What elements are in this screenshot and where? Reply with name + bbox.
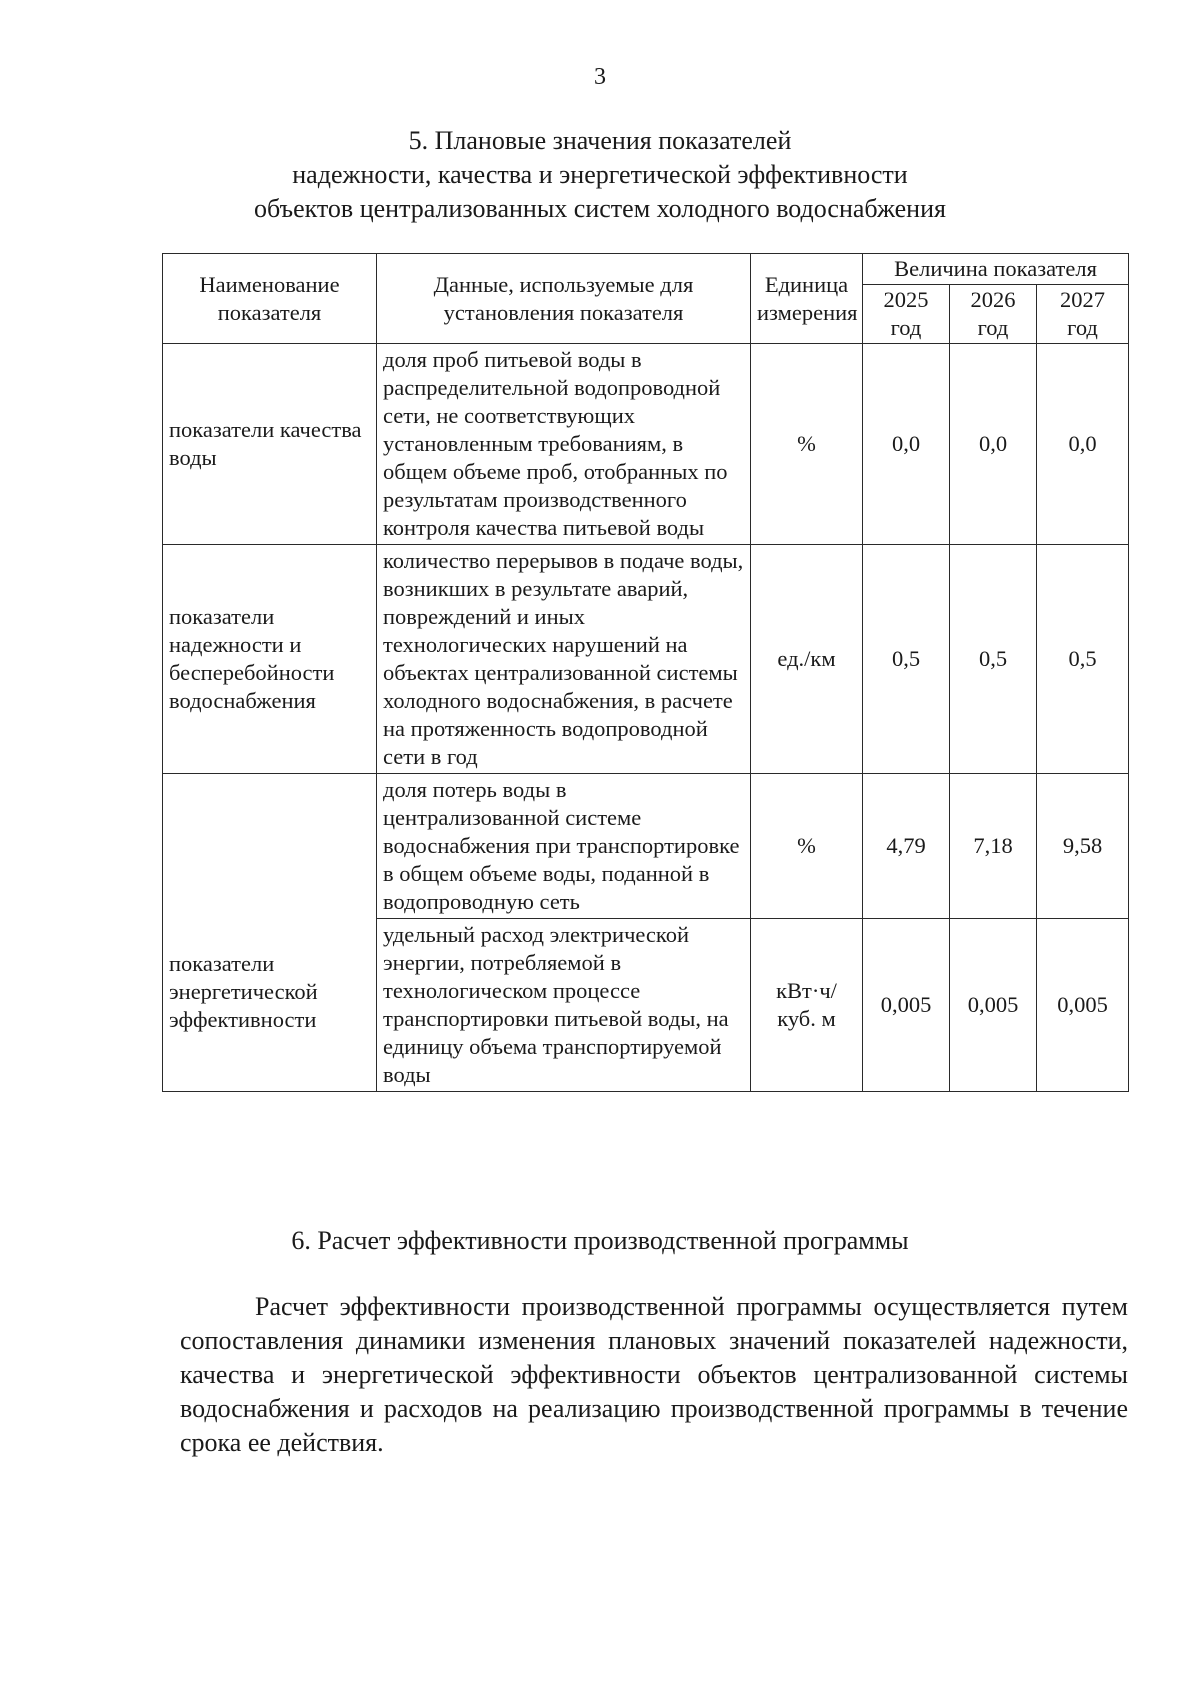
value-2026-cell: 0,5 <box>950 545 1037 774</box>
section-5-title-line-2: надежности, качества и энергетической эффективности <box>292 160 908 189</box>
indicator-name-cell: показатели качества воды <box>163 344 377 545</box>
value-2026-cell: 7,18 <box>950 774 1037 919</box>
table-row <box>163 774 1129 919</box>
indicator-data-cell: доля потерь воды в централизованной системе водоснабжения при транспортировке в общем объеме воды, поданной в водопроводную сеть <box>377 774 751 919</box>
section-5-title <box>0 124 1200 226</box>
value-2026-cell: 0,0 <box>950 344 1037 545</box>
indicator-unit-cell: % <box>751 774 863 919</box>
value-2027-cell: 0,0 <box>1037 344 1129 545</box>
value-2025-cell: 0,005 <box>863 919 950 1092</box>
value-2025-cell: 0,0 <box>863 344 950 545</box>
table-row <box>163 545 1129 774</box>
header-indicator-name: Наименование показателя <box>163 254 377 344</box>
section-5-title-line-1: 5. Плановые значения показателей <box>408 126 792 155</box>
indicators-table <box>162 253 1129 1092</box>
section-5-title-line-3: объектов централизованных систем холодного водоснабжения <box>254 194 946 223</box>
header-year-2026: 2026 год <box>950 285 1037 344</box>
header-unit: Единица измерения <box>751 254 863 344</box>
indicator-name-cell: показатели энергетической эффективности <box>163 774 377 1092</box>
header-year-2025: 2025 год <box>863 285 950 344</box>
value-2027-cell: 0,5 <box>1037 545 1129 774</box>
value-2026-cell: 0,005 <box>950 919 1037 1092</box>
value-2025-cell: 4,79 <box>863 774 950 919</box>
indicator-unit-cell: кВт·ч/ куб. м <box>751 919 863 1092</box>
header-data-used: Данные, используемые для установления показателя <box>377 254 751 344</box>
page-number: 3 <box>594 64 606 90</box>
table-header-row <box>163 254 1129 285</box>
value-2025-cell: 0,5 <box>863 545 950 774</box>
indicator-unit-cell: ед./км <box>751 545 863 774</box>
indicator-name-cell: показатели надежности и бесперебойности водоснабжения <box>163 545 377 774</box>
indicator-data-cell: удельный расход электрической энергии, потребляемой в технологическом процессе транспортировки питьевой воды, на единицу объема транспортируемой воды <box>377 919 751 1092</box>
indicator-unit-cell: % <box>751 344 863 545</box>
indicator-data-cell: количество перерывов в подаче воды, возникших в результате аварий, повреждений и иных технологических нарушений на объектах централизованной системы холодного водоснабжения, в расчете на протяженность водопроводной сети в год <box>377 545 751 774</box>
section-6-paragraph: Расчет эффективности производственной программы осуществляется путем сопоставления динамики изменения плановых значений показателей надежности, качества и энергетической эффективности объектов централизованной системы водоснабжения и расходов на реализацию производственной программы в течение срока ее действия. <box>180 1292 1128 1457</box>
section-6-title: 6. Расчет эффективности производственной программы <box>291 1226 909 1255</box>
header-year-2027: 2027 год <box>1037 285 1129 344</box>
value-2027-cell: 9,58 <box>1037 774 1129 919</box>
header-value-group: Величина показателя <box>863 254 1129 285</box>
table-row <box>163 344 1129 545</box>
indicator-data-cell: доля проб питьевой воды в распределительной водопроводной сети, не соответствующих установленным требованиям, в общем объеме проб, отобранных по результатам производственного контроля качества питьевой воды <box>377 344 751 545</box>
value-2027-cell: 0,005 <box>1037 919 1129 1092</box>
